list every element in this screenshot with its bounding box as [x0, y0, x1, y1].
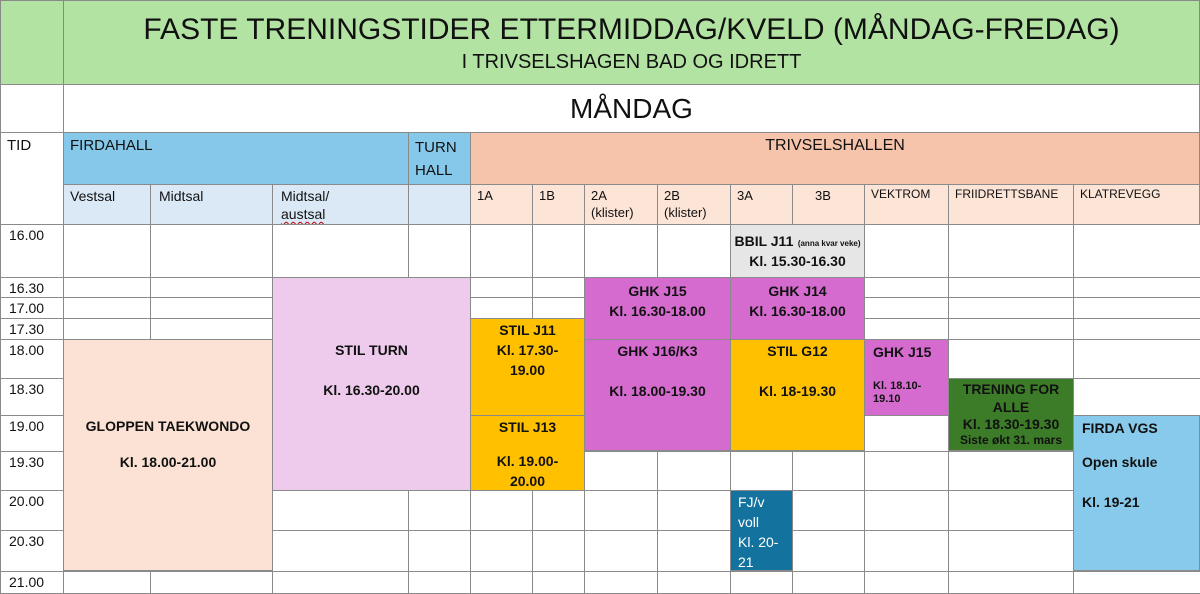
time-cell: 19.00: [0, 415, 64, 452]
event-trening-for-alle-time: Kl. 18.30-19.30: [962, 416, 1060, 432]
event-stil-j11: [470, 318, 585, 416]
empty-slot: [792, 490, 865, 531]
event-stil-j13: [470, 415, 585, 491]
empty-slot: [470, 530, 533, 572]
col-2b: 2B (klister): [657, 184, 731, 225]
time-cell: 21.00: [0, 571, 64, 594]
empty-slot: [150, 318, 273, 340]
col-turnhall-sub: [408, 184, 471, 225]
event-trening-for-alle-title: TRENING FOR ALLE: [962, 381, 1060, 415]
event-firda-vgs-time: Kl. 19-21: [1082, 494, 1140, 510]
empty-slot: [864, 530, 949, 572]
tid-header: TID: [0, 132, 64, 225]
time-cell: 16.30: [0, 277, 64, 298]
empty-slot: [150, 571, 273, 594]
empty-slot: [272, 224, 409, 278]
event-firda-vgs: [1073, 415, 1200, 571]
empty-slot: [657, 490, 731, 531]
empty-slot: [470, 224, 533, 278]
empty-slot: [63, 571, 151, 594]
col-2a: 2A (klister): [584, 184, 658, 225]
empty-slot: [948, 277, 1074, 298]
firdahall-header: FIRDAHALL: [63, 132, 409, 185]
event-ghk-j15-vektrom-time: Kl. 18.10- 19.10: [873, 380, 922, 405]
col-friidrettsbane: FRIIDRETTSBANE: [948, 184, 1074, 225]
event-ghk-j15-vektrom-title: GHK J15: [873, 344, 932, 360]
time-cell: 20.00: [0, 490, 64, 531]
event-ghk-j15-vektrom: [864, 339, 949, 416]
empty-slot: [408, 490, 471, 531]
day-corner-cell: [0, 84, 64, 133]
title-banner: [63, 0, 1200, 85]
event-stil-g12: [730, 339, 865, 451]
empty-slot: [730, 571, 793, 594]
empty-slot: [532, 297, 585, 319]
empty-slot: [584, 571, 658, 594]
empty-slot: [1073, 224, 1200, 278]
time-cell: 16.00: [0, 224, 64, 278]
empty-slot: [948, 297, 1074, 319]
event-trening-for-alle: [948, 378, 1074, 451]
empty-slot: [408, 530, 471, 572]
event-stil-j11-time: Kl. 17.30- 19.00: [496, 342, 559, 378]
empty-slot: [948, 339, 1074, 379]
empty-slot: [532, 224, 585, 278]
col-1b: 1B: [532, 184, 585, 225]
empty-slot: [792, 571, 865, 594]
event-ghk-j15-title: GHK J15: [628, 283, 687, 299]
time-cell: 18.30: [0, 378, 64, 416]
event-bbil-j11: [730, 224, 865, 278]
empty-slot: [1073, 339, 1200, 379]
empty-slot: [864, 297, 949, 319]
empty-slot: [470, 297, 533, 319]
empty-slot: [864, 318, 949, 340]
empty-slot: [584, 530, 658, 572]
event-ghk-j16-k3-title: GHK J16/K3: [617, 343, 698, 359]
event-gloppen-taekwondo: [63, 339, 273, 571]
empty-slot: [584, 224, 658, 278]
empty-slot: [657, 224, 731, 278]
event-ghk-j15-time: Kl. 16.30-18.00: [609, 303, 706, 319]
empty-slot: [63, 277, 151, 298]
day-heading: MÅNDAG: [570, 92, 693, 124]
col-klatrevegg: KLATREVEGG: [1073, 184, 1200, 225]
col-vestsal: Vestsal: [63, 184, 151, 225]
empty-slot: [792, 530, 865, 572]
empty-slot: [864, 224, 949, 278]
empty-slot: [948, 490, 1074, 531]
empty-slot: [272, 490, 409, 531]
time-cell: 17.00: [0, 297, 64, 319]
event-ghk-j14-title: GHK J14: [768, 283, 827, 299]
event-ghk-j14-time: Kl. 16.30-18.00: [749, 303, 846, 319]
time-cell: 17.30: [0, 318, 64, 340]
col-midtsal-austsal-line2: austsal: [281, 206, 326, 222]
empty-slot: [948, 530, 1074, 572]
turnhall-header: TURN HALL: [408, 132, 471, 185]
empty-slot: [470, 571, 533, 594]
event-stil-j13-time: Kl. 19.00- 20.00: [496, 453, 559, 489]
event-ghk-j16-k3: [584, 339, 731, 451]
empty-slot: [408, 571, 471, 594]
event-firda-vgs-sub: Open skule: [1082, 454, 1158, 470]
col-1a: 1A: [470, 184, 533, 225]
empty-slot: [63, 318, 151, 340]
col-vektrom: VEKTROM: [864, 184, 949, 225]
empty-slot: [408, 224, 471, 278]
col-midtsal-austsal: [272, 184, 409, 225]
empty-slot: [272, 530, 409, 572]
empty-slot: [657, 571, 731, 594]
empty-slot: [657, 451, 731, 491]
time-cell: 18.00: [0, 339, 64, 379]
empty-slot: [864, 415, 949, 452]
col-midtsal: Midtsal: [150, 184, 273, 225]
event-stil-j11-title: STIL J11: [499, 322, 556, 338]
empty-slot: [150, 297, 273, 319]
empty-slot: [470, 490, 533, 531]
empty-slot: [1073, 378, 1200, 416]
empty-slot: [584, 490, 658, 531]
empty-slot: [657, 530, 731, 572]
title-corner-cell: [0, 0, 64, 85]
empty-slot: [864, 490, 949, 531]
event-bbil-j11-time: Kl. 15.30-16.30: [749, 253, 846, 269]
empty-slot: [792, 451, 865, 491]
empty-slot: [63, 224, 151, 278]
trivselshallen-header: TRIVSELSHALLEN: [470, 132, 1200, 185]
event-stil-g12-title: STIL G12: [767, 343, 828, 359]
event-fjv-voll: FJ/v voll Kl. 20- 21: [730, 490, 793, 571]
empty-slot: [63, 297, 151, 319]
event-trening-for-alle-note: Siste økt 31. mars: [959, 433, 1063, 447]
event-ghk-j16-k3-time: Kl. 18.00-19.30: [609, 383, 706, 399]
empty-slot: [948, 451, 1074, 491]
page-subtitle: I TRIVSELSHAGEN BAD OG IDRETT: [461, 50, 802, 73]
empty-slot: [948, 571, 1074, 594]
empty-slot: [730, 451, 793, 491]
empty-slot: [948, 224, 1074, 278]
empty-slot: [532, 571, 585, 594]
empty-slot: [864, 451, 949, 491]
empty-slot: [150, 277, 273, 298]
col-3a: 3A: [730, 184, 793, 225]
empty-slot: [584, 451, 658, 491]
empty-slot: [150, 224, 273, 278]
event-gloppen-taekwondo-title: GLOPPEN TAEKWONDO: [85, 418, 251, 434]
col-3b: 3B: [792, 184, 865, 225]
empty-slot: [1073, 571, 1200, 594]
empty-slot: [864, 277, 949, 298]
empty-slot: [1073, 277, 1200, 298]
empty-slot: [272, 571, 409, 594]
empty-slot: [532, 530, 585, 572]
empty-slot: [532, 490, 585, 531]
event-stil-turn: [272, 277, 471, 491]
event-firda-vgs-title: FIRDA VGS: [1082, 420, 1158, 436]
empty-slot: [864, 571, 949, 594]
page-title: FASTE TRENINGSTIDER ETTERMIDDAG/KVELD (MÅNDAG-FREDAG): [143, 12, 1120, 46]
time-cell: 20.30: [0, 530, 64, 572]
event-stil-turn-time: Kl. 16.30-20.00: [323, 382, 420, 398]
event-stil-j13-title: STIL J13: [498, 419, 557, 435]
event-bbil-j11-note: (anna kvar veke): [797, 239, 861, 248]
empty-slot: [1073, 297, 1200, 319]
time-cell: 19.30: [0, 451, 64, 491]
empty-slot: [470, 277, 533, 298]
event-ghk-j14: [730, 277, 865, 340]
event-gloppen-taekwondo-time: Kl. 18.00-21.00: [119, 454, 217, 470]
empty-slot: [1073, 318, 1200, 340]
day-heading-cell: [63, 84, 1200, 133]
empty-slot: [532, 277, 585, 298]
event-ghk-j15: [584, 277, 731, 340]
event-stil-g12-time: Kl. 18-19.30: [758, 383, 837, 399]
event-stil-turn-title: STIL TURN: [335, 342, 408, 358]
empty-slot: [948, 318, 1074, 340]
col-midtsal-austsal-line1: Midtsal/: [281, 188, 330, 204]
event-bbil-j11-title: BBIL J11: [734, 233, 794, 249]
